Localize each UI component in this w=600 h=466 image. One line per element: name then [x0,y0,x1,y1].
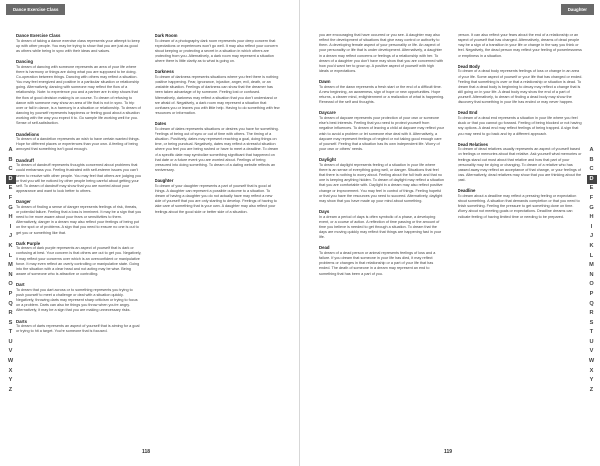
entry-body: To dream of a dead person or animal represents feelings of loss and a failure. If you dream that someone in your life has died, it may reflect problems or changes in that relationship or a part of your life that has ended. The death of someone in a dream may represent an end to something that has been a part of you. [319,250,436,276]
index-letter: J [589,233,594,240]
index-letter: D [6,175,16,185]
dictionary-entry [458,188,584,219]
index-letter: Q [589,300,594,307]
dictionary-entry [319,110,445,152]
text-column [16,33,142,438]
index-letter: U [589,338,594,345]
entry-title: Dates [154,121,167,127]
entry-title: Dark Room [154,33,178,38]
index-letter: E [8,185,13,192]
index-letter: Y [589,377,594,384]
right-page [300,0,600,466]
dictionary-entry [319,245,445,276]
index-letter: A [8,147,13,153]
index-letter: V [8,348,13,355]
entry-body: To dream of a photography dark room represents your deep concern that expectations or experiences won't go well. It may also reflect your concern about keeping or protecting a secret in a situation in which others are protecting from you. Alternatively, a dark room may represent a situation where there is little clarity as to what is going on. [154,38,278,64]
index-letter: L [589,252,594,259]
dictionary-entry [319,157,445,204]
index-letter: B [589,156,594,163]
entry-title: Dart [16,282,25,288]
entry-title: Dancing [16,59,33,65]
dictionary-entry [16,241,142,278]
entry-body: To dream of a dead end represents a situation in your life where you feel stuck or that you cannot go forward. Feeling of being blocked or not having any options. A dead end may reflect feelings of being trapped. A sign that you may need to go back and try a different approach. [457,116,582,136]
entry-body: To dream about a deadline may reflect a pressing feeling or expectation about something. A situation that demands completion or that you need to finish something. Feeling the pressure to get something done on time. Worry about not meeting goals or expectations. Deadline dreams can indicate feeling of having limited time or needing to be prepared. [457,193,580,219]
entry-body: To dream of dead relatives usually represents an aspect of yourself based on feelings or memories about that relative. Ask yourself what memories or feelings stand out most about that relative and how that part of your personality may be dying or changing. To dream of a relative who has passed away may reflect an acceptance of that change, or your feelings of loss. Alternatively, dead relatives may show that you are thinking about the past. [457,147,582,183]
index-letter: E [589,185,594,192]
entry-title: Danger [16,199,31,205]
index-letter: R [589,310,594,317]
page-number: 119 [444,449,453,455]
text-columns [16,33,280,438]
index-letter: D [587,175,597,185]
dictionary-entry [319,209,445,240]
entry-body: you are encouraging that have occurred or you see. A daughter may also reflect the development of situations that give easy control or authority to them. A developing female aspect of your personality or life. An aspect of your personality or life that is under development. Alternatively, a daughter in a dream may reflect concerns or feelings of a relationship with her. To dream of a daughter you don't have may show that you are concerned with how you'd want her to grow up. A positive aspect of yourself with high ideals or expectations. [319,33,444,74]
index-letter: N [8,271,13,278]
index-letter: R [8,310,13,317]
entry-body: person. It can also reflect your fears about the end of a relationship or an aspect of yourself that has changed. Alternatively, dreams of dead people may be a sign of a transition in your life or change in the way you think or feel. Negatively, the dead person may reflect your feeling of powerlessness or emptiness in a situation. [457,33,582,58]
dictionary-entry [16,33,142,54]
entry-title: Daycare [319,110,336,116]
index-letter: M [8,262,13,269]
entry-title: Dead End [457,110,478,116]
entry-body: To dream of daylight represents feeling of a situation in your life where there is an sense of everything going well, or danger. Situations that feel that there is nothing to worry about. Feeling about the full truth and that no one is keeping anything hidden. To dream of daylight may reflect a situation that you are comfortable with. Daylight in a dream may also reflect positive change or improvement. You may feel in control of things. Feeling hopeful or that you have the resources you need to succeed. Alternatively, daylight may show that you have made up your mind about something. [319,162,445,203]
index-letter: P [589,290,594,297]
dictionary-entry [319,33,445,74]
index-letter: H [589,214,594,221]
dictionary-entry [16,132,142,153]
index-letter: I [590,223,593,230]
entry-body: In a dream a period of days is often symbolic of a phase, a developing event, or a course of action. A reflection of time passing or the amount of time you believe is needed to get through a situation. To dream that the days are moving quickly may reflect that things are happening fast in your life. [319,214,442,240]
index-letter: W [7,358,14,365]
index-letter: S [8,319,13,326]
entry-title: Days [319,209,330,214]
text-column [458,33,584,438]
dictionary-entry [458,33,584,59]
alphabet-index [5,146,16,395]
dictionary-entry [16,319,142,335]
dictionary-entry [155,178,281,215]
entry-body: To dream of dancing with someone represents an area of your life where there is harmony or things are doing what you are supposed to be doing. Co-operation between things. Dancing with others may reflect a situation. You may feel energized and positive in a particular situation or relationship going. Alternatively, dancing with someone may reflect the flow of a relationship. Note: to experience you and a partner are in step shows that the flow of good decision making is on course. To dream of refusing to dance with someone may show an area of life that is not in sync. To trip over or fall in dance, is a harmony in a situation or relationship. To dream of dancing by yourself represents happiness or feeling good about a situation working with the way you expect it to. Go sample life working well for you. Sense of self-satisfaction. [16,64,141,126]
entry-body: To dream of dark purple represents an aspect of yourself that is dark or confusing at best. Your concern is that others are out to get you. Negatively, it may reflect your concerns over which is an overconfident or manipulative force. It may even reflect an overly controlling or manipulative state. Going into the situation with a clear head and not acting may be wise. Being aware of someone who is attractive or controlling. [16,246,142,277]
index-letter: G [589,204,594,211]
entry-title: Daylight [319,157,336,163]
index-letter: I [9,223,12,230]
index-letter: F [589,194,594,201]
dictionary-entry [458,142,584,184]
index-letter: H [8,214,13,221]
index-letter: C [8,166,13,173]
index-letter: K [8,242,13,249]
text-column [155,33,281,438]
index-letter: F [8,194,13,201]
entry-body: To dream of darts represents an aspect of yourself that is aiming for a goal or trying to hit a target. You're someone that is focused. [16,324,140,334]
index-letter: B [8,156,13,163]
entry-body: To dream of the dawn represents a fresh start or the end of a difficult time. A new beginning, an awareness, sign of hope or new opportunities. Hope returns, a clearer mind, enlightenment or a realization of what is happening. Renewal of the self and thoughts. [319,84,445,105]
index-letter: O [8,281,13,288]
entry-body: To dream of taking a dance exercise class represents your attempt to keep up with other people. You may be trying to show that you are just as good as others while being in sync with their ideas and values. [16,38,140,53]
index-letter: J [8,233,13,240]
entry-title: Dead Relatives [457,141,489,147]
entry-body: To dream of finding a sense of danger represents feelings of risk, threats, or potential failure. Feeling that a loss is imminent. It may be a sign that you need to be more aware about your fears or sensitivities to them. Alternatively, danger in a dream may also reflect your feelings of being put on the spot or of problems. A sign that you need to ensure no one is out to get you or something like that. [16,204,142,235]
entry-title: Dawn [319,79,331,85]
index-letter: X [8,367,13,374]
alphabet-index [586,146,597,395]
dictionary-entry [458,110,584,136]
index-letter: W [588,358,595,365]
index-letter: K [589,242,594,249]
index-letter: O [589,281,594,288]
running-header: Dance Exercise Class [6,4,65,15]
dictionary-entry [155,33,281,64]
index-letter: G [8,204,13,211]
index-letter: Q [8,300,13,307]
index-letter: Z [589,386,594,393]
index-letter: Z [8,386,13,393]
dictionary-entry [458,64,584,106]
dictionary-entry [16,158,142,195]
dictionary-entry [16,59,142,126]
entry-body: To dream of darkness represents situations where you feel there is nothing positive happening. Fear, ignorance, injustice, anger, evil, death, or an unstable situation. Feelings of darkness can show that the dreamer has been taken advantage of by someone. Feeling lost or confused. Alternatively, darkness may reflect a situation that you don't understand or are afraid of. Negatively, a dark room may represent a situation that confuses you or leaves you with little help. Having to do something with few resources or information. [154,74,280,116]
index-letter: U [8,338,13,345]
entry-body: To dream of dandruff represents thoughts concerned about problems that could embarrass you. Feeling frustrated with self-esteem issues you can't seem to resolve with other people. You may feel that others are judging you or that you will be noticed by other people being careful about getting your self. To dream of dandruff may show that you are worried about your appearance and want to look better to others. [16,163,142,193]
entry-body: To dream of a dead body represents feelings of loss or change in an area of your life. Some aspect of yourself or your life that has changed or ended. Feeling that something is over or that a relationship or situation is dead. To dream that a dead body is beginning to decay may reflect a change that is still going on in your life. A dead body may show the end of a part of yourself. Alternatively, to dream of finding a dead body may show the discovery that something in your life has ended or may never happen. [457,69,583,105]
entry-title: Dark Purple [16,240,41,246]
entry-body: To dream of your daughter represents a part of yourself that is good at things. A daughter can represent a possible outcome to a situation. To dream of having a daughter you do not actually have may reflect a new side of yourself that you are only starting to develop. Feelings of having to take care of something that is your own. A daughter may also reflect your feelings about the good side or better side of a situation. [154,183,277,214]
entry-title: Dandruff [16,157,34,163]
index-letter: S [589,319,594,326]
entry-title: Darts [16,318,27,324]
entry-title: Dead Body [457,63,480,69]
entry-body: To dream of a dandelion represents an wish to have certain wanted things. Hope for different places or experiences than your own. A feeling of being annoyed that something isn't good enough. [16,137,140,152]
index-letter: C [589,166,594,173]
index-letter: A [589,147,594,153]
index-letter: N [589,271,594,278]
dictionary-entry [319,79,445,105]
index-letter: P [8,290,13,297]
index-letter: V [589,348,594,355]
text-column [319,33,445,438]
dictionary-entry [155,121,281,173]
text-columns [319,33,583,438]
entry-body: To dream that you dart across or to something represents you trying to push yourself to meet a challenge or deal with a situation quickly. Negatively, throwing darts may represent sharp criticism or trying to focus on a problem. Darts can also be things you throw when you're angry. Alternatively, it may be a sign that you are making unnecessary risks. [16,287,138,313]
page-number: 118 [142,449,151,455]
entry-title: Dance Exercise Class [16,33,61,38]
entry-title: Darkness [154,69,174,75]
running-header: Daughter [561,4,594,15]
entry-title: Daughter [154,178,174,184]
dictionary-entry [16,199,142,236]
entry-title: Dead [319,245,330,251]
index-letter: X [589,367,594,374]
dictionary-entry [155,69,281,116]
index-letter: T [8,329,13,336]
entry-body: To dream of dates represents situations or desires you have for something. Feelings of being out of sync or out of time with others. The timing of a situation. Positively, dates may represent reaching a goal, doing things on time, or being punctual. Negatively, dates may reflect a stressful situation where you feel you are being rushed or have to meet a deadline. To dream of a specific date may symbolize something significant that happened on that date or a future event you are worried about. Feelings of being pressured into doing something. To dream of a dating website reflects an anniversary. [154,126,279,173]
index-letter: T [589,329,594,336]
entry-body: To dream of daycare represents your protection of your own or someone else's best interests. Feeling that you need to protect yourself from negative influences. To dream of leaving a child at daycare may reflect your wish to avoid a problem or let someone else deal with it. Alternatively, a daycare may represent feelings of neglect or not taking good enough care of yourself. Feeling that a situation has its own independent life. Worry of your own or others' needs. [319,116,444,151]
index-letter: M [589,262,594,269]
index-letter: L [8,252,13,259]
index-letter: Y [8,377,13,384]
dictionary-entry [16,282,142,313]
entry-title: Deadline [457,188,476,194]
entry-title: Dandelions [16,131,40,137]
